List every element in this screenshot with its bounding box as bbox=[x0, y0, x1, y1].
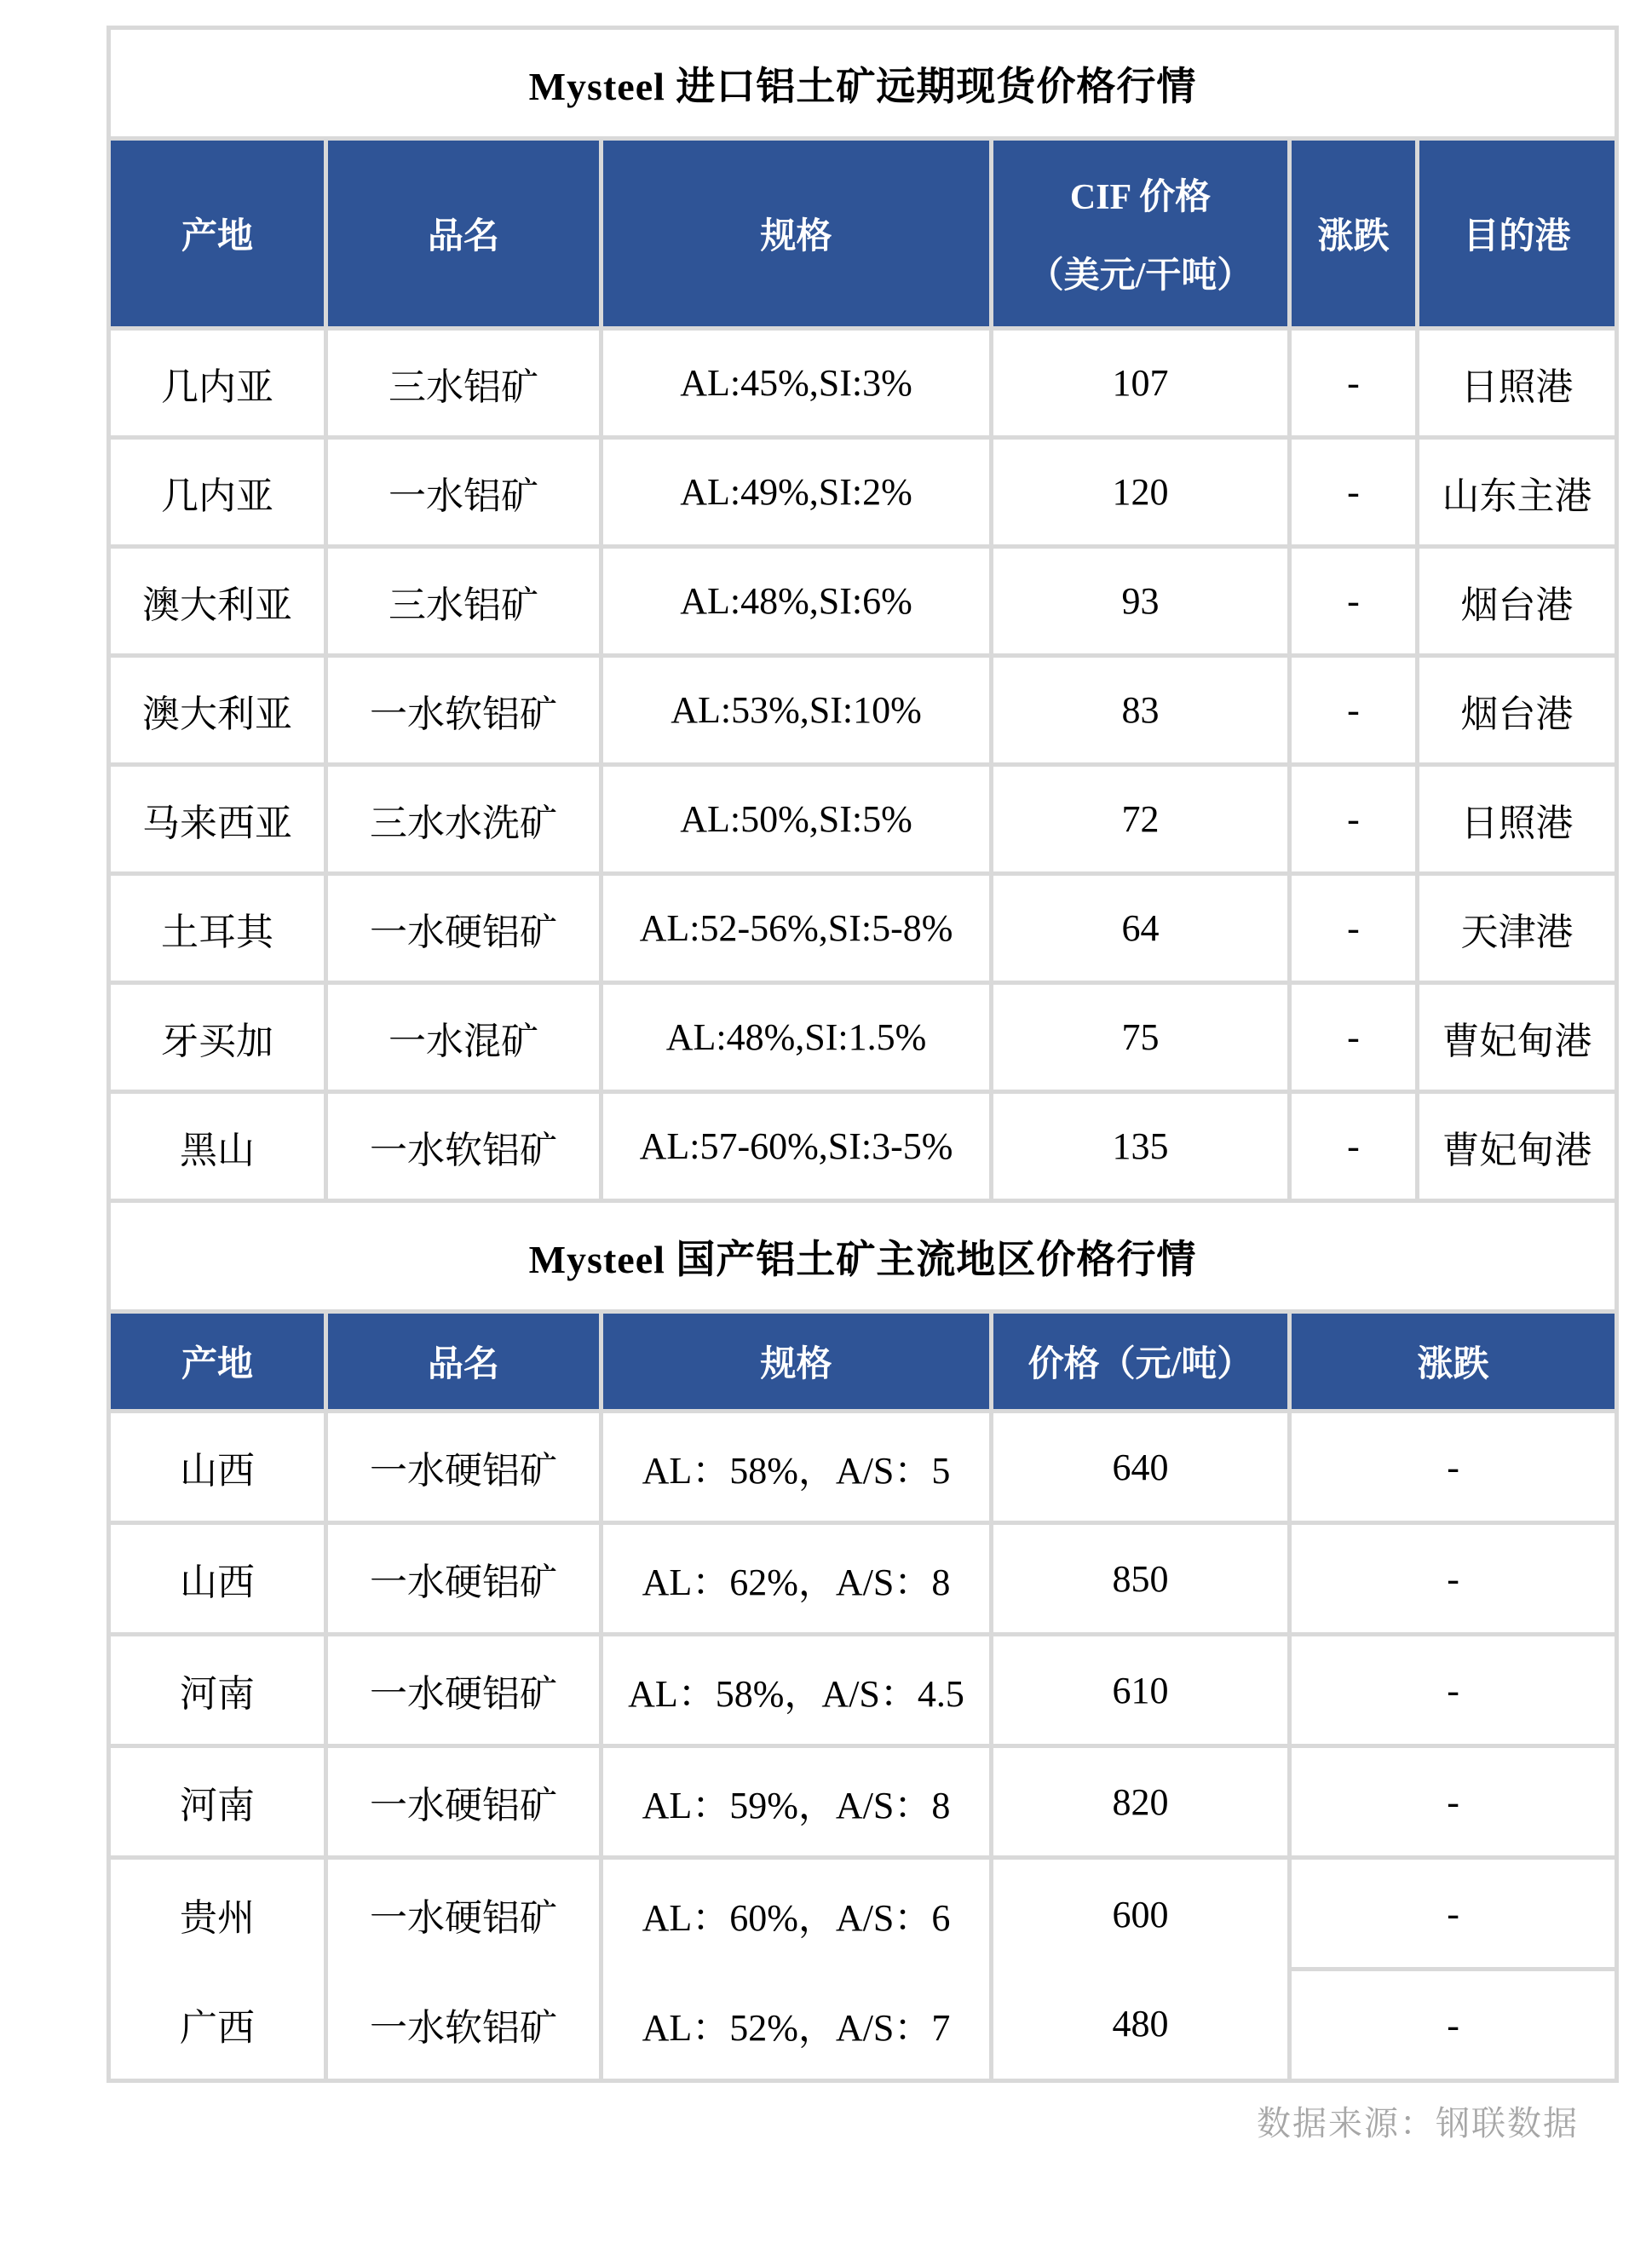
header-product: 品名 bbox=[326, 1312, 602, 1412]
price-cell: 610 bbox=[992, 1635, 1290, 1746]
origin-cell: 澳大利亚 bbox=[109, 656, 326, 765]
price-cell: 72 bbox=[992, 765, 1290, 874]
spec-cell: AL:49%,SI:2% bbox=[602, 438, 992, 547]
port-cell: 烟台港 bbox=[1418, 547, 1617, 656]
product-cell: 三水铝矿 bbox=[326, 547, 602, 656]
port-cell: 烟台港 bbox=[1418, 656, 1617, 765]
port-cell: 天津港 bbox=[1418, 874, 1617, 983]
price-cell: 480 bbox=[992, 1970, 1290, 2081]
origin-cell: 几内亚 bbox=[109, 329, 326, 438]
domestic-table-header-row bbox=[109, 1312, 1617, 1412]
spec-cell: AL:53%,SI:10% bbox=[602, 656, 992, 765]
spec-cell: AL：58%，A/S：5 bbox=[602, 1412, 992, 1523]
spec-cell: AL:48%,SI:6% bbox=[602, 547, 992, 656]
import-table-header-row bbox=[109, 139, 1617, 329]
product-cell: 一水硬铝矿 bbox=[326, 1635, 602, 1746]
spec-cell: AL:48%,SI:1.5% bbox=[602, 983, 992, 1092]
domestic-table-title: Mysteel 国产铝土矿主流地区价格行情 bbox=[109, 1201, 1617, 1312]
table-row bbox=[109, 1746, 1617, 1858]
table-row bbox=[109, 1523, 1617, 1635]
table-row bbox=[109, 438, 1617, 547]
change-cell: - bbox=[1290, 1523, 1617, 1635]
data-source-note: 数据来源：钢联数据 bbox=[1257, 2104, 1579, 2142]
table-row bbox=[109, 656, 1617, 765]
product-cell: 一水软铝矿 bbox=[326, 1092, 602, 1201]
header-change: 涨跌 bbox=[1290, 139, 1418, 329]
header-spec: 规格 bbox=[602, 139, 992, 329]
product-cell: 一水硬铝矿 bbox=[326, 1858, 602, 1970]
spec-cell: AL:57-60%,SI:3-5% bbox=[602, 1092, 992, 1201]
price-cell: 107 bbox=[992, 329, 1290, 438]
product-cell: 一水硬铝矿 bbox=[326, 874, 602, 983]
import-table-title: Mysteel 进口铝土矿远期现货价格行情 bbox=[109, 28, 1617, 139]
header-cif-price-line2: （美元/干吨） bbox=[1027, 256, 1253, 296]
origin-cell: 河南 bbox=[109, 1746, 326, 1858]
spec-cell: AL:52-56%,SI:5-8% bbox=[602, 874, 992, 983]
origin-cell: 黑山 bbox=[109, 1092, 326, 1201]
spec-cell: AL：58%，A/S：4.5 bbox=[602, 1635, 992, 1746]
table-row bbox=[109, 765, 1617, 874]
table-row bbox=[109, 874, 1617, 983]
table-row bbox=[109, 547, 1617, 656]
port-cell: 曹妃甸港 bbox=[1418, 1092, 1617, 1201]
header-port: 目的港 bbox=[1418, 139, 1617, 329]
change-cell: - bbox=[1290, 329, 1418, 438]
price-cell: 850 bbox=[992, 1523, 1290, 1635]
price-cell: 93 bbox=[992, 547, 1290, 656]
product-cell: 一水硬铝矿 bbox=[326, 1412, 602, 1523]
change-cell: - bbox=[1290, 1746, 1617, 1858]
header-price: 价格（元/吨） bbox=[992, 1312, 1290, 1412]
price-cell: 640 bbox=[992, 1412, 1290, 1523]
origin-cell: 土耳其 bbox=[109, 874, 326, 983]
port-cell: 日照港 bbox=[1418, 765, 1617, 874]
price-cell: 600 bbox=[992, 1858, 1290, 1970]
price-tables bbox=[106, 26, 1619, 2083]
table-row bbox=[109, 329, 1617, 438]
product-cell: 一水铝矿 bbox=[326, 438, 602, 547]
change-cell: - bbox=[1290, 1858, 1617, 1970]
product-cell: 三水铝矿 bbox=[326, 329, 602, 438]
origin-cell: 马来西亚 bbox=[109, 765, 326, 874]
product-cell: 一水软铝矿 bbox=[326, 1970, 602, 2081]
header-change: 涨跌 bbox=[1290, 1312, 1617, 1412]
origin-cell: 几内亚 bbox=[109, 438, 326, 547]
spec-cell: AL：59%，A/S：8 bbox=[602, 1746, 992, 1858]
price-cell: 120 bbox=[992, 438, 1290, 547]
origin-cell: 广西 bbox=[109, 1970, 326, 2081]
port-cell: 山东主港 bbox=[1418, 438, 1617, 547]
header-product: 品名 bbox=[326, 139, 602, 329]
change-cell: - bbox=[1290, 1970, 1617, 2081]
price-cell: 64 bbox=[992, 874, 1290, 983]
origin-cell: 河南 bbox=[109, 1635, 326, 1746]
product-cell: 一水软铝矿 bbox=[326, 656, 602, 765]
change-cell: - bbox=[1290, 547, 1418, 656]
spec-cell: AL：60%，A/S：6 bbox=[602, 1858, 992, 1970]
change-cell: - bbox=[1290, 765, 1418, 874]
header-cif-price bbox=[992, 139, 1290, 329]
spec-cell: AL:45%,SI:3% bbox=[602, 329, 992, 438]
price-cell: 820 bbox=[992, 1746, 1290, 1858]
domestic-table-title-row bbox=[109, 1201, 1617, 1312]
change-cell: - bbox=[1290, 1635, 1617, 1746]
table-row bbox=[109, 1970, 1617, 2081]
product-cell: 一水硬铝矿 bbox=[326, 1746, 602, 1858]
port-cell: 曹妃甸港 bbox=[1418, 983, 1617, 1092]
spec-cell: AL：52%，A/S：7 bbox=[602, 1970, 992, 2081]
spec-cell: AL：62%，A/S：8 bbox=[602, 1523, 992, 1635]
header-spec: 规格 bbox=[602, 1312, 992, 1412]
origin-cell: 澳大利亚 bbox=[109, 547, 326, 656]
table-row bbox=[109, 1635, 1617, 1746]
product-cell: 一水混矿 bbox=[326, 983, 602, 1092]
change-cell: - bbox=[1290, 1092, 1418, 1201]
price-cell: 75 bbox=[992, 983, 1290, 1092]
product-cell: 一水硬铝矿 bbox=[326, 1523, 602, 1635]
spec-cell: AL:50%,SI:5% bbox=[602, 765, 992, 874]
price-cell: 135 bbox=[992, 1092, 1290, 1201]
table-row bbox=[109, 1858, 1617, 1970]
origin-cell: 贵州 bbox=[109, 1858, 326, 1970]
change-cell: - bbox=[1290, 656, 1418, 765]
product-cell: 三水水洗矿 bbox=[326, 765, 602, 874]
table-row bbox=[109, 983, 1617, 1092]
header-origin: 产地 bbox=[109, 139, 326, 329]
header-origin: 产地 bbox=[109, 1312, 326, 1412]
origin-cell: 山西 bbox=[109, 1523, 326, 1635]
port-cell: 日照港 bbox=[1418, 329, 1617, 438]
change-cell: - bbox=[1290, 1412, 1617, 1523]
change-cell: - bbox=[1290, 983, 1418, 1092]
table-row bbox=[109, 1412, 1617, 1523]
header-cif-price-line1: CIF 价格 bbox=[1069, 178, 1212, 217]
change-cell: - bbox=[1290, 874, 1418, 983]
price-cell: 83 bbox=[992, 656, 1290, 765]
import-table-title-row bbox=[109, 28, 1617, 139]
table-row bbox=[109, 1092, 1617, 1201]
origin-cell: 牙买加 bbox=[109, 983, 326, 1092]
origin-cell: 山西 bbox=[109, 1412, 326, 1523]
change-cell: - bbox=[1290, 438, 1418, 547]
